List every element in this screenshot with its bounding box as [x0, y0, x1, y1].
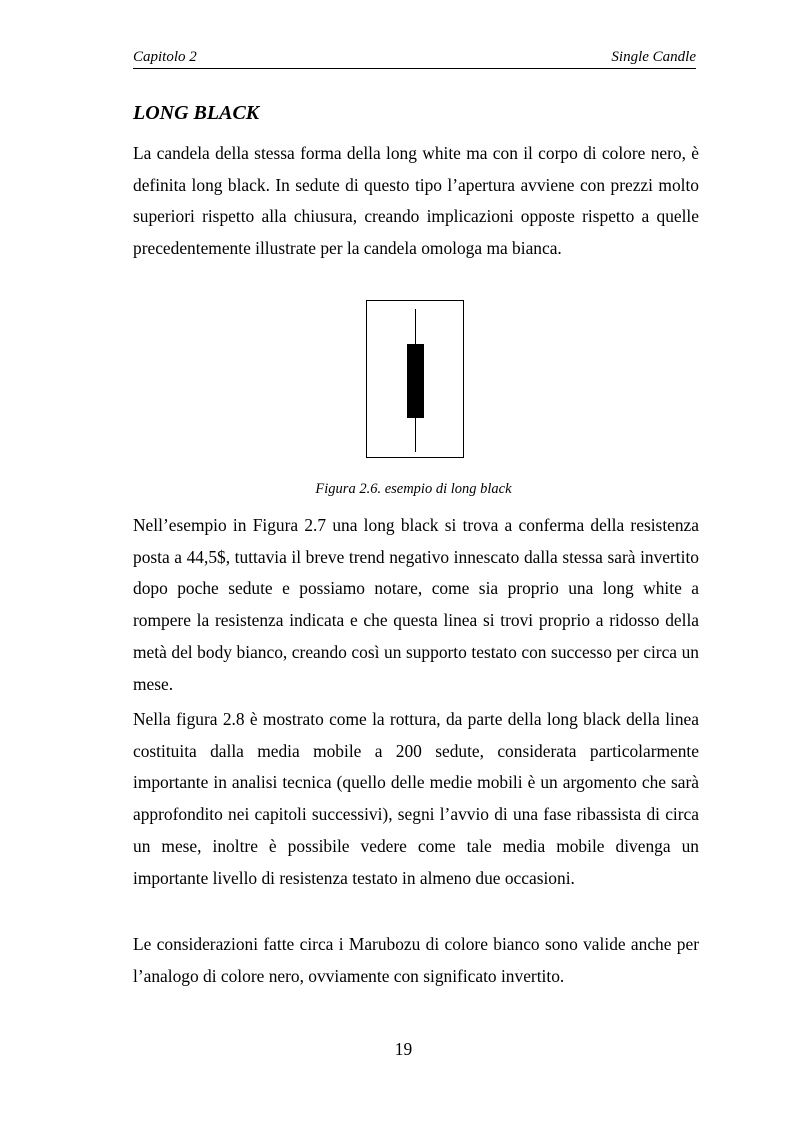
page-number-text: 19 [394, 1039, 413, 1059]
candle-illustration [367, 301, 465, 459]
page-number [0, 1039, 793, 1060]
paragraph-figure-2-8: Nella figura 2.8 è mostrato come la rottura, da parte della long black della linea costituita dalla media mobile a 200 sedute, considerata particolarmente importante in analisi tecnica (quello delle medie mobili è un argomento che sarà approfondito nei capitoli successivi), segni l’avvio di una fase ribassista di circa un mese, inoltre è possibile vedere come tale media mobile divenga un importante livello di resistenza testato in almeno due occasioni. [133, 709, 699, 888]
paragraph-intro: La candela della stessa forma della long white ma con il corpo di colore nero, è definita long black. In sedute di questo tipo l’apertura avviene con prezzi molto superiori rispetto alla chiusura, creando implicazioni opposte rispetto a quelle precedentemente illustrate per la candela omologa ma bianca. [133, 143, 699, 259]
long-black-candle-figure [366, 300, 464, 458]
paragraph-figure-2-7: Nell’esempio in Figura 2.7 una long black si trova a conferma della resistenza posta a 44,5$, tuttavia il breve trend negativo innescato dalla stessa sarà invertito dopo poche sedute e possiamo notare, come sia proprio una long white a rompere la resistenza indicata e che questa linea si trovi proprio a ridosso della metà del body bianco, creando così un supporto testato con successo per circa un mese. [133, 515, 699, 694]
running-header [133, 48, 696, 69]
figure-caption [0, 481, 793, 498]
section-title: LONG BLACK [133, 102, 260, 124]
chapter-label: Capitolo 2 [133, 49, 197, 65]
section-label: Single Candle [611, 49, 696, 65]
paragraph-marubozu: Le considerazioni fatte circa i Marubozu di colore bianco sono valide anche per l’analogo di colore nero, ovviamente con significato invertito. [133, 934, 699, 986]
candle-black-body [407, 344, 424, 418]
figure-caption-text: Figura 2.6. esempio di long black [315, 481, 512, 497]
